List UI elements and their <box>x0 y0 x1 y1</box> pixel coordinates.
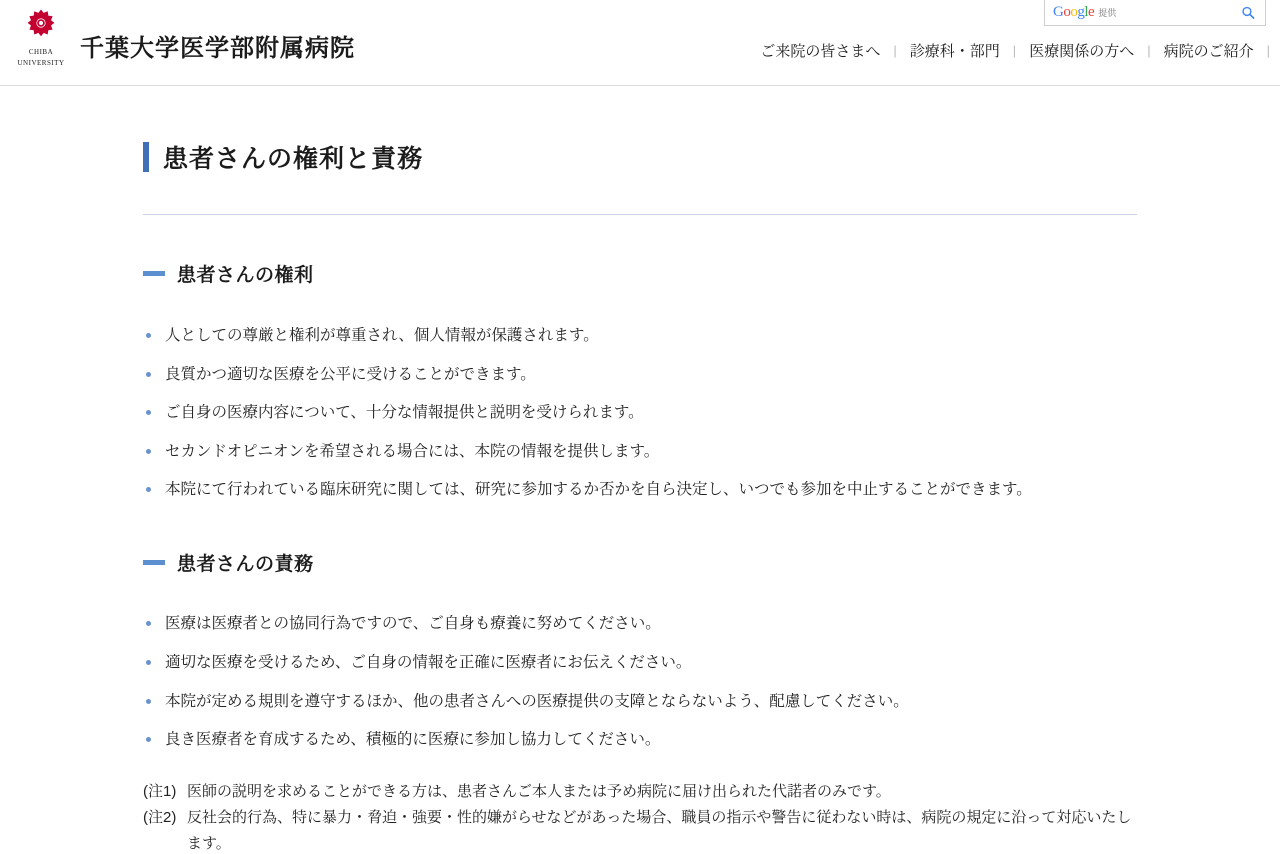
page-title: 患者さんの権利と責務 <box>163 144 424 173</box>
list-item: 人としての尊厳と権利が尊重され、個人情報が保護されます。 <box>143 323 1137 349</box>
nav-separator: | <box>1012 43 1017 58</box>
list-item: セカンドオピニオンを希望される場合には、本院の情報を提供します。 <box>143 439 1137 465</box>
section-title-responsibilities: 患者さんの責務 <box>177 553 314 575</box>
page-title-row <box>143 122 1137 215</box>
note-row <box>143 805 1137 854</box>
section-heading <box>143 245 1137 304</box>
section-patient-rights <box>143 245 1137 503</box>
google-brand-logo: Google <box>1053 4 1095 20</box>
chiba-university-crest-icon <box>22 8 60 46</box>
notes-block <box>143 779 1137 854</box>
section-heading <box>143 533 1137 592</box>
list-item: 本院にて行われている臨床研究に関しては、研究に参加するか否かを自ら決定し、いつでも参加を中止することができます。 <box>143 477 1137 503</box>
nav-item-about-hospital[interactable]: 病院のご紹介 <box>1163 43 1254 60</box>
note-text: 反社会的行為、特に暴力・脅迫・強要・性的嫌がらせなどがあった場合、職員の指示や警告に従わない時は、病院の規定に沿って対応いたします。 <box>187 809 1132 852</box>
search-box[interactable] <box>1044 0 1266 26</box>
main-content <box>143 86 1137 854</box>
section-patient-responsibilities <box>143 533 1137 753</box>
section-title-rights: 患者さんの権利 <box>177 265 314 287</box>
note-label: (注1) <box>143 782 177 800</box>
nav-separator: | <box>1266 43 1270 58</box>
search-input[interactable] <box>1116 5 1235 21</box>
dash-icon <box>143 271 165 276</box>
note-row <box>143 779 1137 805</box>
nav-separator: | <box>893 43 897 58</box>
list-item: 適切な医療を受けるため、ご自身の情報を正確に医療者にお伝えください。 <box>143 650 1137 676</box>
nav-item-medical-professionals[interactable]: 医療関係の方へ <box>1029 43 1135 60</box>
search-provided-label: 提供 <box>1098 8 1117 18</box>
logo-text-chiba: CHIBA <box>28 48 54 56</box>
note-text: 医師の説明を求めることができる方は、患者さんご本人または予め病院に届け出られた代諾者のみです。 <box>187 782 891 800</box>
search-icon <box>1241 4 1255 21</box>
note-label: (注2) <box>143 809 177 827</box>
logo-text-university: UNIVERSITY <box>17 59 65 67</box>
search-button[interactable] <box>1235 1 1261 25</box>
main-navigation <box>747 40 1270 61</box>
site-title: 千葉大学医学部附属病院 <box>80 35 355 62</box>
dash-icon <box>143 560 165 565</box>
list-item: ご自身の医療内容について、十分な情報提供と説明を受けられます。 <box>143 400 1137 426</box>
nav-separator: | <box>1147 43 1151 58</box>
nav-item-departments[interactable]: 診療科・部門 <box>909 43 1000 60</box>
responsibilities-list <box>143 611 1137 752</box>
rights-list <box>143 323 1137 503</box>
list-item: 良質かつ適切な医療を公平に受けることができます。 <box>143 362 1137 388</box>
university-logo[interactable] <box>8 8 74 68</box>
nav-item-visitors[interactable]: ご来院の皆さまへ <box>760 43 881 60</box>
list-item: 医療は医療者との協同行為ですので、ご自身も療養に努めてください。 <box>143 611 1137 637</box>
list-item: 良き医療者を育成するため、積極的に医療に参加し協力してください。 <box>143 727 1137 753</box>
page-title-accent-bar <box>143 142 149 172</box>
site-header <box>0 0 1280 86</box>
list-item: 本院が定める規則を遵守するほか、他の患者さんへの医療提供の支障とならないよう、配慮してください。 <box>143 689 1137 715</box>
